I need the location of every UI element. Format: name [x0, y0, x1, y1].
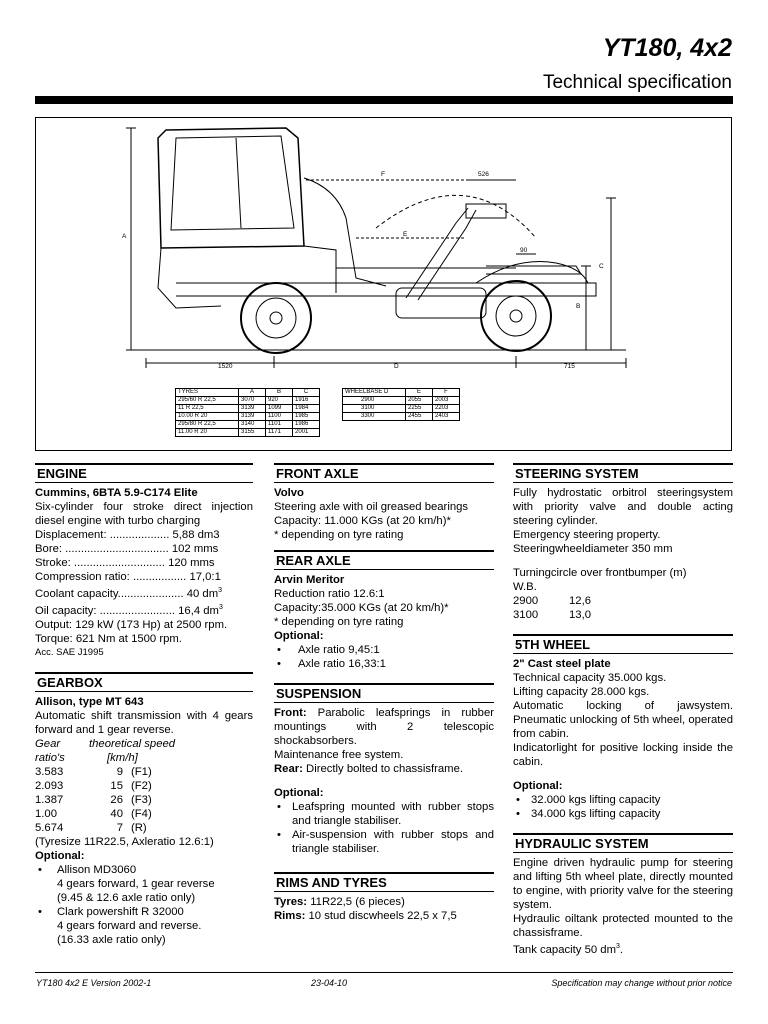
fifth-wheel-technical: Technical capacity 35.000 kgs.	[513, 672, 667, 684]
dim-label-b: B	[576, 303, 581, 310]
table-cell: 920	[266, 397, 293, 405]
front-text: Parabolic leafsprings in rubber mountings with 2 telescopic shockabsorbers.	[274, 707, 494, 747]
rims-tyres	[274, 895, 494, 909]
gear-name: (F4)	[131, 807, 152, 820]
table-cell: 1101	[266, 421, 293, 429]
list-item: • 34.000 kgs lifting capacity	[513, 807, 733, 821]
wheelbase-value: 3100	[513, 609, 539, 621]
rims-label: Rims:	[274, 910, 306, 922]
table-cell: 2203	[433, 405, 460, 413]
table-cell: 10.00 R 20	[176, 413, 239, 421]
front-label: Front:	[274, 707, 307, 719]
table-row	[343, 405, 460, 413]
table-cell: 1171	[266, 429, 293, 437]
table-cell: 1916	[293, 397, 320, 405]
engine-heading: ENGINE	[35, 463, 253, 483]
gearbox-optional-label: Optional:	[35, 849, 85, 862]
option-line: • Allison MD3060	[57, 863, 137, 876]
table-header: E	[406, 389, 433, 397]
gear-ratio: 5.674	[35, 821, 64, 834]
engine-oil	[35, 601, 253, 618]
tyres-dimension-table	[175, 388, 320, 437]
gearbox-model: Allison, type MT 643	[35, 695, 144, 708]
suspension-front	[274, 706, 494, 748]
engine-bore: Bore: ................................. 102 mms	[35, 543, 219, 555]
engine-stroke: Stroke: ............................. 120 mms	[35, 557, 215, 569]
kmh-head: [km/h]	[107, 751, 138, 764]
steering-heading: STEERING SYSTEM	[513, 463, 733, 483]
option-line: (16.33 axle ratio only)	[57, 933, 166, 946]
dim-label-a: A	[122, 233, 127, 240]
front-axle-note: * depending on tyre rating	[274, 529, 404, 541]
rims-rims	[274, 909, 494, 923]
table-cell: 3139	[239, 405, 266, 413]
option-line: (9.45 & 12.6 axle ratio only)	[57, 891, 196, 904]
dim-label-90: 90	[520, 247, 528, 254]
rear-axle-brand: Arvin Meritor	[274, 574, 345, 586]
table-cell: 1100	[266, 413, 293, 421]
gearbox-tyresize: (Tyresize 11R22.5, Axleratio 12.6:1)	[35, 835, 214, 848]
table-row	[176, 429, 320, 437]
table-cell: 2003	[433, 397, 460, 405]
oil-text: Oil capacity: ........................ 16,4 dm	[35, 604, 219, 617]
gear-speed: 40	[110, 807, 123, 820]
gearbox-description: Automatic shift transmission with 4 gears forward and 1 gear reverse.	[35, 709, 253, 736]
table-row	[513, 608, 733, 622]
column-left	[35, 463, 253, 947]
front-axle-heading: FRONT AXLE	[274, 463, 494, 483]
gear-speed: 26	[110, 793, 123, 806]
page-title: YT180, 4x2	[602, 34, 732, 62]
dim-label-526: 526	[478, 171, 489, 178]
gear-name: (R)	[131, 821, 147, 834]
table-header: TYRES	[176, 389, 239, 397]
ratio-head: ratio's	[35, 751, 65, 764]
gearbox-col-head-2	[35, 751, 253, 765]
coolant-text: Coolant capacity..................... 40 dm	[35, 587, 219, 600]
dim-label-d: D	[394, 363, 399, 370]
gear-ratio: 1.00	[35, 807, 57, 820]
table-cell: 2001	[293, 429, 320, 437]
table-cell: 3100	[343, 405, 406, 413]
table-row	[35, 779, 253, 793]
fifth-wheel-heading: 5TH WHEEL	[513, 634, 733, 654]
gear-name: (F1)	[131, 765, 152, 778]
table-row	[176, 421, 320, 429]
list-item: • 32.000 kgs lifting capacity	[513, 793, 733, 807]
table-row	[343, 413, 460, 421]
engine-description: Six-cylinder four stroke direct injection diesel engine with turbo charging	[35, 501, 253, 527]
table-row	[513, 594, 733, 608]
dim-label-715: 715	[564, 363, 575, 370]
tyres-text: 11R22,5 (6 pieces)	[307, 896, 405, 908]
table-cell: 295/60 R 22,5	[176, 397, 239, 405]
table-row	[176, 405, 320, 413]
gear-head: Gear	[35, 737, 61, 750]
dim-label-c: C	[599, 263, 604, 270]
engine-acc: Acc. SAE J1995	[35, 646, 104, 658]
capacity-end: .	[619, 943, 624, 956]
engine-compression: Compression ratio: ................. 17,0:1	[35, 571, 221, 583]
table-row	[35, 821, 253, 835]
table-cell: 1099	[266, 405, 293, 413]
gearbox-col-head	[35, 737, 253, 751]
fifth-wheel-locking: Automatic locking of jawsystem.	[513, 700, 733, 712]
list-item	[35, 905, 253, 947]
front-axle-description: Steering axle with oil greased bearings	[274, 501, 469, 513]
suspension-maintenance: Maintenance free system.	[274, 749, 404, 761]
rear-axle-heading: REAR AXLE	[274, 550, 494, 570]
suspension-rear	[274, 762, 494, 776]
table-row	[35, 765, 253, 779]
steering-turning: Turningcircle over frontbumper (m)	[513, 567, 687, 579]
rear-axle-capacity: Capacity:35.000 KGs (at 20 km/h)*	[274, 602, 449, 614]
rear-axle-reduction: Reduction ratio 12.6:1	[274, 588, 385, 600]
gear-ratio: 2.093	[35, 779, 64, 792]
table-cell: 2255	[406, 405, 433, 413]
table-row	[35, 793, 253, 807]
table-cell: 1986	[293, 421, 320, 429]
front-axle-capacity: Capacity: 11.000 KGs (at 20 km/h)*	[274, 515, 451, 527]
tyres-label: Tyres:	[274, 896, 308, 908]
steering-wb: W.B.	[513, 581, 537, 593]
gear-name: (F3)	[131, 793, 152, 806]
fifth-wheel-lifting: Lifting capacity 28.000 kgs.	[513, 686, 650, 698]
dim-label-e: E	[403, 231, 408, 238]
gear-ratio: 3.583	[35, 765, 64, 778]
table-cell: 11.00 R 20	[176, 429, 239, 437]
list-item: • Air-suspension with rubber stops and triangle stabiliser.	[274, 828, 494, 856]
table-header: WHEELBASE D	[343, 389, 406, 397]
header-rule	[35, 96, 733, 104]
option-line: 4 gears forward and reverse.	[57, 919, 202, 932]
front-axle-brand: Volvo	[274, 487, 304, 499]
footer-rule	[35, 972, 733, 973]
gear-speed: 9	[116, 765, 123, 778]
wheelbase-dimension-table	[342, 388, 460, 421]
list-item: • Leafspring mounted with rubber stops and triangle stabiliser.	[274, 800, 494, 828]
table-cell: 2900	[343, 397, 406, 405]
column-right	[513, 463, 733, 957]
table-row	[176, 397, 320, 405]
hydraulic-tank: Hydraulic oiltank protected mounted to the chassisframe.	[513, 913, 733, 939]
hydraulic-description: Engine driven hydraulic pump for steering and lifting 5th wheel plate, directly mounted to engine, with priority valve for the steering system.	[513, 857, 733, 911]
table-row	[35, 807, 253, 821]
table-header: F	[433, 389, 460, 397]
table-cell: 1984	[293, 405, 320, 413]
rear-axle-optional-label: Optional:	[274, 630, 324, 642]
footer-version: YT180 4x2 E Version 2002-1	[36, 978, 152, 988]
option-line: • Clark powershift R 32000	[57, 905, 184, 918]
table-cell: 3070	[239, 397, 266, 405]
hydraulic-heading: HYDRAULIC SYSTEM	[513, 833, 733, 853]
engine-output: Output: 129 kW (173 Hp) at 2500 rpm.	[35, 618, 228, 631]
list-item: • Axle ratio 16,33:1	[274, 657, 494, 671]
rims-heading: RIMS AND TYRES	[274, 872, 494, 892]
steering-emergency: Emergency steering property.	[513, 529, 661, 541]
engine-torque: Torque: 621 Nm at 1500 rpm.	[35, 632, 182, 645]
footer-disclaimer: Specification may change without prior notice	[551, 978, 732, 988]
coolant-unit-sup: 3	[218, 587, 223, 594]
wheelbase-value: 2900	[513, 595, 539, 607]
table-cell: 3300	[343, 413, 406, 421]
dim-label-1520: 1520	[218, 363, 233, 370]
gear-speed: 15	[110, 779, 123, 792]
capacity-text: Tank capacity 50 dm	[513, 943, 616, 956]
table-cell: 1985	[293, 413, 320, 421]
steering-diameter: Steeringwheeldiameter 350 mm	[513, 543, 673, 555]
list-item	[35, 863, 253, 905]
page-subtitle: Technical specification	[542, 72, 732, 93]
engine-displacement: Displacement: ................... 5,88 dm3	[35, 529, 220, 541]
table-cell: 295/80 R 22,5	[176, 421, 239, 429]
gearbox-heading: GEARBOX	[35, 672, 253, 692]
table-row	[176, 413, 320, 421]
list-item: • Axle ratio 9,45:1	[274, 643, 494, 657]
table-cell: 3139	[239, 413, 266, 421]
vehicle-drawing	[35, 117, 732, 451]
table-cell: 2055	[406, 397, 433, 405]
rims-text: 10 stud discwheels 22,5 x 7,5	[305, 910, 457, 922]
table-cell: 11 R 22,5	[176, 405, 239, 413]
engine-coolant	[35, 584, 253, 601]
capacity-unit-sup: 3	[615, 943, 620, 950]
table-header: B	[266, 389, 293, 397]
suspension-heading: SUSPENSION	[274, 683, 494, 703]
fifth-wheel-indicator: Indicatorlight for positive locking inside the cabin.	[513, 742, 733, 768]
footer-date: 23-04-10	[311, 978, 348, 988]
table-header: C	[293, 389, 320, 397]
oil-unit-sup: 3	[218, 603, 223, 611]
fifth-wheel-pneumatic: Pneumatic unlocking of 5th wheel, operated from cabin.	[513, 714, 733, 740]
rear-label: Rear:	[274, 763, 303, 775]
option-line: 4 gears forward, 1 gear reverse	[57, 877, 215, 890]
gear-speed: 7	[116, 821, 123, 834]
gear-name: (F2)	[131, 779, 152, 792]
speed-head: theoretical speed	[89, 737, 176, 750]
table-row	[343, 397, 460, 405]
turning-value: 13,0	[569, 609, 591, 621]
fifth-wheel-sub: 2" Cast steel plate	[513, 658, 611, 670]
suspension-optional-label: Optional:	[274, 787, 324, 799]
gear-ratio: 1.387	[35, 793, 64, 806]
rear-axle-note: * depending on tyre rating	[274, 616, 404, 628]
hydraulic-capacity	[513, 940, 733, 957]
table-header: A	[239, 389, 266, 397]
steering-description: Fully hydrostatic orbitrol steeringsystem with priority valve and double acting steering cylinder.	[513, 487, 733, 527]
table-cell: 2455	[406, 413, 433, 421]
table-cell: 3140	[239, 421, 266, 429]
column-middle	[274, 463, 494, 923]
fifth-wheel-optional-label: Optional:	[513, 780, 563, 792]
rear-text: Directly bolted to chassisframe.	[302, 763, 463, 775]
table-cell: 3155	[239, 429, 266, 437]
dim-label-f: F	[381, 171, 385, 178]
engine-model: Cummins, 6BTA 5.9-C174 Elite	[35, 487, 198, 499]
turning-value: 12,6	[569, 595, 591, 607]
table-cell: 2403	[433, 413, 460, 421]
